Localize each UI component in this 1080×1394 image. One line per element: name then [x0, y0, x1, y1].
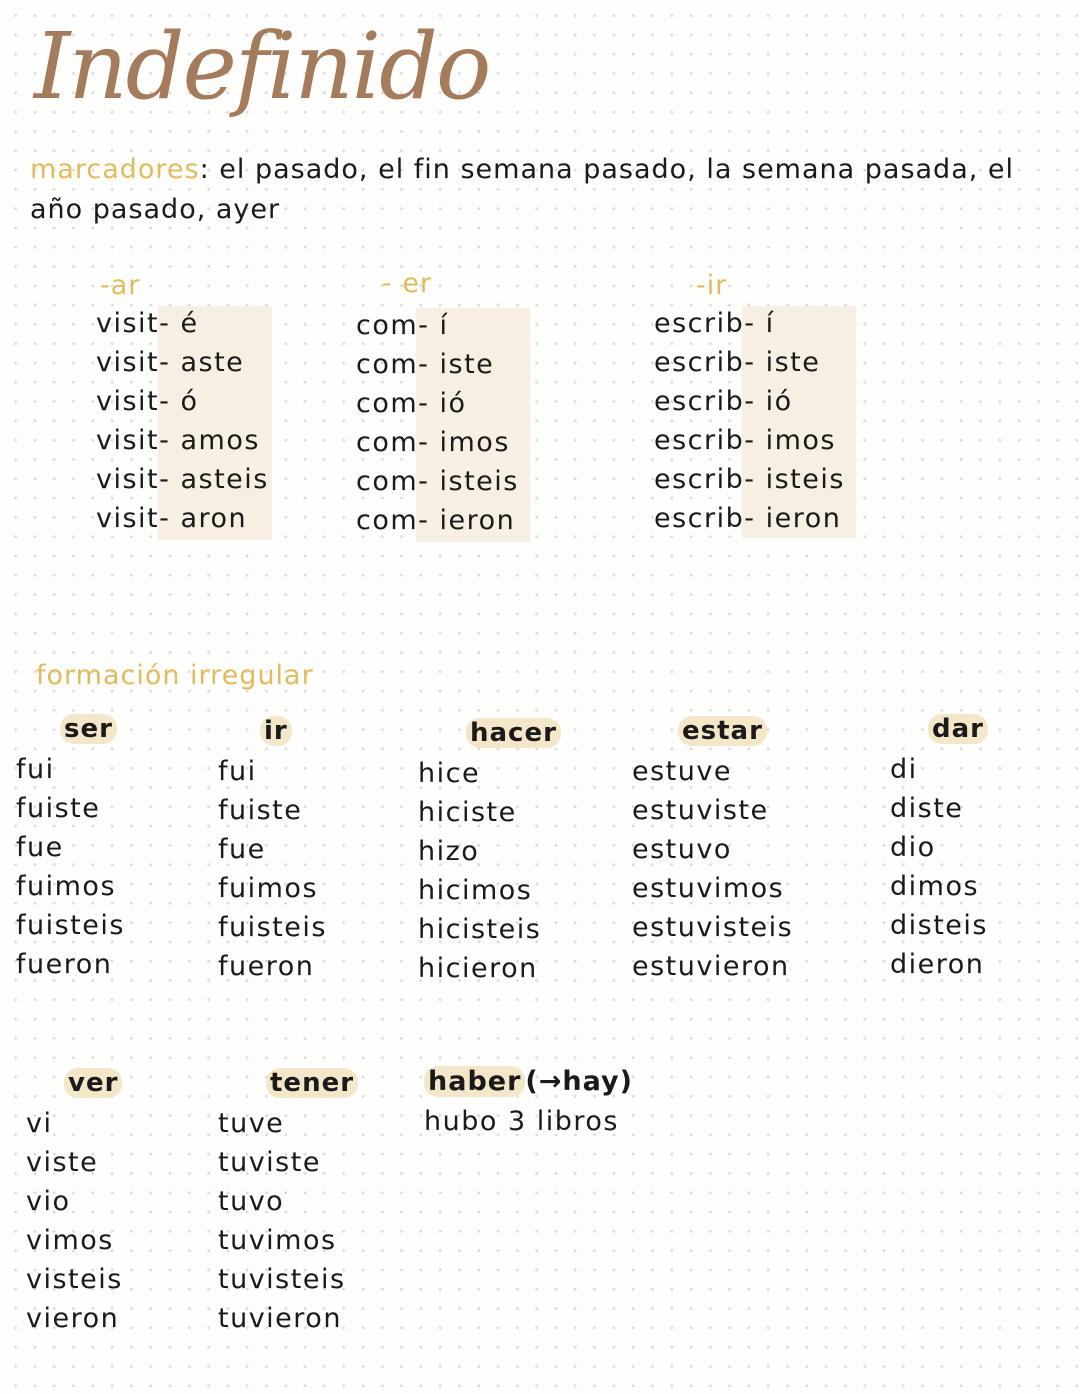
verb-form: visteis	[26, 1264, 123, 1295]
ar-ending: - aron	[159, 503, 248, 534]
haber-note: (→hay)	[525, 1066, 633, 1097]
ar-ending: - amos	[159, 425, 260, 456]
markers-text: : el pasado, el fin semana pasado, la semana pasada, el año pasado, ayer	[30, 154, 1015, 225]
haber-example: hubo 3 libros	[424, 1106, 619, 1137]
ar-stem: visit	[96, 347, 160, 378]
er-stem: com	[356, 310, 419, 341]
verb-form: fuiste	[218, 795, 303, 826]
verb-form: tuvisteis	[218, 1264, 346, 1295]
ar-heading: -ar	[100, 270, 141, 301]
verb-form: fuisteis	[16, 910, 125, 941]
verb-form: estuvimos	[632, 873, 785, 904]
verb-form: viste	[26, 1147, 99, 1178]
verb-form: fui	[218, 756, 257, 787]
verb-form: estuvieron	[632, 951, 790, 982]
verb-form: hizo	[418, 836, 480, 867]
verb-form: estuvisteis	[632, 912, 794, 943]
ir-ending: - isteis	[744, 464, 845, 495]
er-ending: - ió	[418, 388, 467, 419]
ar-stem: visit	[96, 386, 160, 417]
er-ending: - isteis	[418, 466, 519, 497]
verb-form: estuvo	[632, 834, 732, 865]
markers-label: marcadores	[30, 154, 200, 185]
verb-form: hiciste	[418, 797, 517, 828]
ir-ending: - imos	[744, 425, 836, 456]
verb-form: dio	[890, 832, 936, 863]
verb-form: tuvimos	[218, 1225, 337, 1256]
ir-stem: escrib	[654, 347, 745, 378]
verb-form: vi	[26, 1108, 53, 1139]
er-heading: - er	[382, 268, 433, 299]
ar-stem: visit	[96, 503, 160, 534]
verb-form: dieron	[890, 949, 985, 980]
verb-form: hicimos	[418, 875, 533, 906]
verb-form: diste	[890, 793, 964, 824]
irregular-heading: formación irregular	[36, 660, 314, 691]
er-stem: com	[356, 505, 419, 536]
ir-stem: escrib	[654, 308, 745, 339]
verb-form: tuviste	[218, 1147, 321, 1178]
ir-stem: escrib	[654, 503, 745, 534]
ar-stem: visit	[96, 425, 160, 456]
ar-stem: visit	[96, 308, 160, 339]
verb-form: fue	[16, 832, 64, 863]
verb-heading: dar	[928, 714, 988, 744]
ir-ending: - iste	[744, 347, 821, 378]
verb-form: fuimos	[16, 871, 117, 902]
er-ending: - imos	[418, 427, 510, 458]
ir-stem: escrib	[654, 425, 745, 456]
ir-stem: escrib	[654, 386, 745, 417]
er-stem: com	[356, 466, 419, 497]
page-title: Indefinido	[34, 13, 490, 120]
er-ending: - ieron	[418, 505, 516, 536]
verb-form: disteis	[890, 910, 988, 941]
verb-form: estuviste	[632, 795, 769, 826]
er-stem: com	[356, 349, 419, 380]
er-ending: - iste	[418, 349, 495, 380]
ir-ending: - í	[744, 308, 775, 339]
verb-form: vio	[26, 1186, 71, 1217]
ir-ending: - ió	[744, 386, 793, 417]
er-stem: com	[356, 388, 419, 419]
verb-form: di	[890, 754, 918, 785]
ar-ending: - ó	[159, 386, 199, 417]
verb-form: tuvieron	[218, 1303, 342, 1334]
verb-form: vimos	[26, 1225, 114, 1256]
verb-form: dimos	[890, 871, 980, 902]
verb-form: fueron	[16, 949, 113, 980]
ar-ending: - é	[159, 308, 199, 339]
verb-form: fuiste	[16, 793, 101, 824]
verb-form: hicieron	[418, 953, 538, 984]
ir-stem: escrib	[654, 464, 745, 495]
verb-heading: ir	[260, 716, 292, 746]
haber-verb: haber	[424, 1066, 525, 1097]
haber-heading	[424, 1066, 633, 1097]
ar-stem: visit	[96, 464, 160, 495]
ir-heading: -ir	[696, 270, 728, 301]
ar-ending: - asteis	[159, 464, 269, 495]
verb-form: fui	[16, 754, 55, 785]
verb-form: fue	[218, 834, 266, 865]
verb-form: estuve	[632, 756, 732, 787]
verb-form: vieron	[26, 1303, 120, 1334]
ar-ending: - aste	[159, 347, 245, 378]
verb-form: fueron	[218, 951, 315, 982]
verb-form: hicisteis	[418, 914, 542, 945]
verb-form: tuve	[218, 1108, 285, 1139]
verb-form: tuvo	[218, 1186, 285, 1217]
er-stem: com	[356, 427, 419, 458]
verb-heading: ser	[60, 714, 117, 744]
verb-heading: estar	[678, 716, 767, 746]
verb-heading: hacer	[466, 718, 561, 748]
ir-ending: - ieron	[744, 503, 842, 534]
verb-heading: tener	[266, 1068, 358, 1098]
time-markers	[30, 150, 1040, 230]
er-ending: - í	[418, 310, 449, 341]
verb-form: hice	[418, 758, 481, 789]
verb-heading: ver	[64, 1068, 122, 1098]
verb-form: fuisteis	[218, 912, 327, 943]
verb-form: fuimos	[218, 873, 319, 904]
